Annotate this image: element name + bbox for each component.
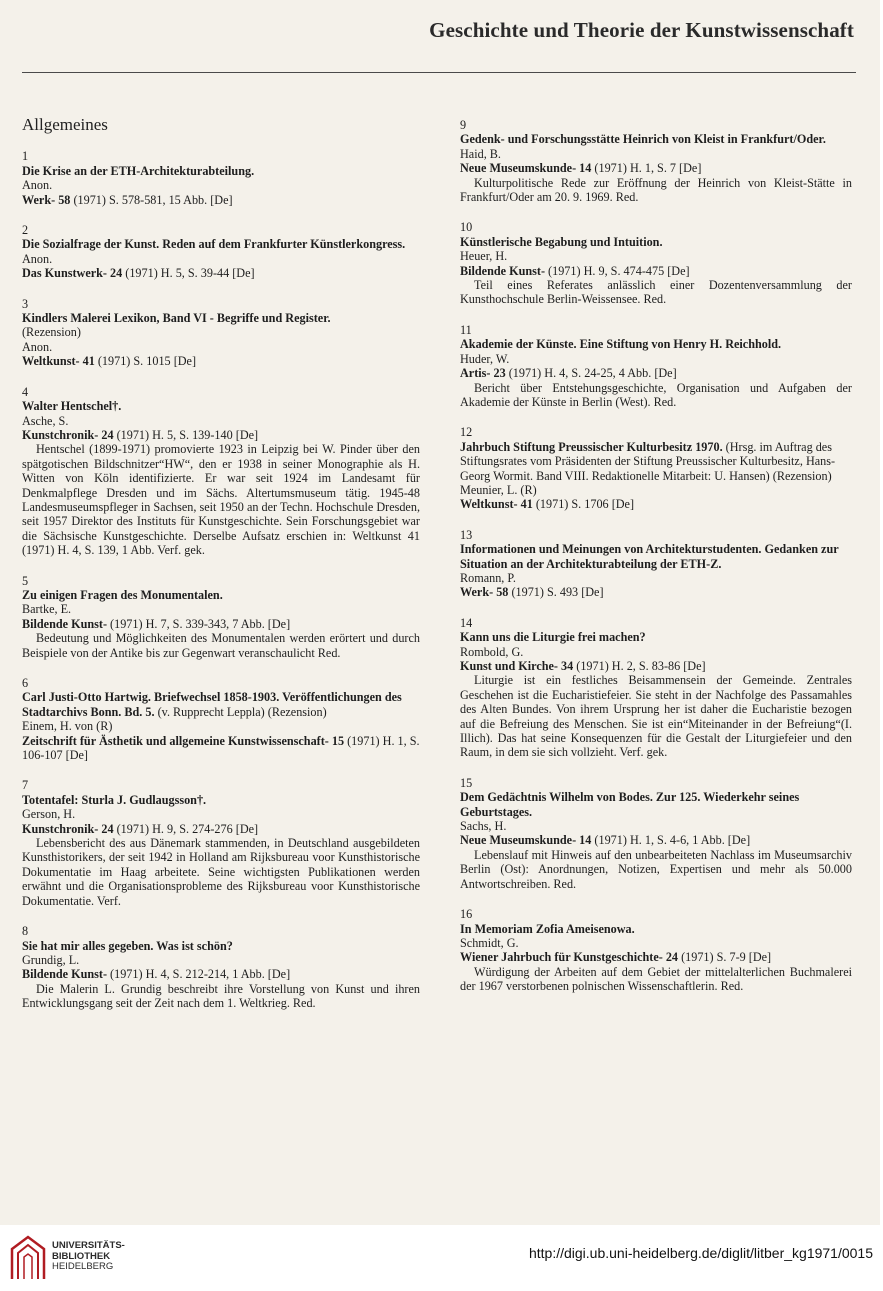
bibliography-entry bbox=[460, 776, 852, 891]
viewer-footer bbox=[0, 1225, 883, 1291]
entry-title bbox=[460, 922, 852, 936]
entry-author: Bartke, E. bbox=[22, 602, 72, 617]
entry-number: 11 bbox=[460, 322, 472, 337]
entry-journal: Wiener Jahrbuch für Kunstgeschichte- 24 bbox=[460, 950, 679, 965]
entry-title bbox=[22, 237, 420, 251]
bibliography-entry bbox=[22, 297, 420, 369]
bibliography-entry bbox=[22, 385, 420, 558]
entry-abstract: Bedeutung und Möglichkeiten des Monumentalen werden erörtert und durch Beispiele von der Antike bis zur Gegenwart veranschaulicht Red. bbox=[22, 631, 420, 660]
entry-title-text: Die Krise an der ETH-Architekturabteilung. bbox=[22, 163, 255, 178]
bibliography-entry bbox=[460, 323, 852, 409]
entry-number: 1 bbox=[22, 149, 29, 164]
entry-source bbox=[460, 659, 852, 673]
entry-details: (1971) H. 1, S. 106-107 [De] bbox=[22, 733, 420, 763]
entry-number: 10 bbox=[460, 220, 473, 235]
entry-source bbox=[460, 366, 852, 380]
entry-author: Huder, W. bbox=[460, 351, 510, 366]
entry-journal: Artis- 23 bbox=[460, 366, 506, 381]
bibliography-entry bbox=[460, 907, 852, 993]
entry-journal: Weltkunst- 41 bbox=[22, 354, 95, 369]
entry-title bbox=[460, 132, 852, 146]
entry-title-text: Zu einigen Fragen des Monumentalen. bbox=[22, 587, 223, 602]
entry-author: Asche, S. bbox=[22, 413, 69, 428]
entry-details: (1971) H. 4, S. 212-214, 1 Abb. [De] bbox=[107, 967, 291, 982]
entry-source bbox=[22, 967, 420, 981]
entry-details: (1971) H. 9, S. 274-276 [De] bbox=[113, 821, 259, 836]
entry-journal: Bildende Kunst- bbox=[22, 616, 107, 631]
entry-title-text: Kann uns die Liturgie frei machen? bbox=[460, 630, 646, 645]
entry-details: (1971) H. 5, S. 39-44 [De] bbox=[122, 266, 255, 281]
entry-details: (1971) S. 7-9 [De] bbox=[678, 950, 772, 965]
entry-details: (1971) H. 4, S. 24-25, 4 Abb. [De] bbox=[505, 366, 677, 381]
page-url-link[interactable]: http://digi.ub.uni-heidelberg.de/diglit/litber_kg1971/0015 bbox=[528, 1245, 873, 1261]
entry-journal: Neue Museumskunde- 14 bbox=[460, 833, 592, 848]
entry-title-text: Carl Justi-Otto Hartwig. Briefwechsel 1858-1903. Veröffentlichungen des Stadtarchivs Bonn. Bd. 5. bbox=[22, 690, 402, 719]
entry-details: (1971) H. 9, S. 474-475 [De] bbox=[545, 263, 690, 278]
header-rule bbox=[22, 72, 856, 73]
entry-source bbox=[22, 193, 420, 207]
entry-number: 2 bbox=[22, 223, 29, 238]
entry-details: (1971) S. 578-581, 15 Abb. [De] bbox=[70, 192, 233, 207]
page-header: Geschichte und Theorie der Kunstwissenschaft bbox=[429, 18, 854, 42]
entry-author: Grundig, L. bbox=[22, 952, 80, 967]
entry-author: Anon. bbox=[22, 339, 53, 354]
entry-journal: Kunst und Kirche- 34 bbox=[460, 659, 574, 673]
entry-source bbox=[460, 585, 852, 599]
entry-title-text: Die Sozialfrage der Kunst. Reden auf dem Frankfurter Künstlerkongress. bbox=[22, 237, 406, 252]
entry-title bbox=[460, 630, 852, 644]
entry-journal: Weltkunst- 41 bbox=[460, 497, 533, 512]
right-column bbox=[460, 118, 852, 1010]
library-name-line3: HEIDELBERG bbox=[52, 1261, 114, 1272]
entry-number: 15 bbox=[460, 775, 473, 790]
entry-source bbox=[22, 428, 420, 442]
entry-details: (1971) H. 5, S. 139-140 [De] bbox=[113, 427, 259, 442]
entry-journal: Kunstchronik- 24 bbox=[22, 821, 114, 836]
entry-title-text: In Memoriam Zofia Ameisenowa. bbox=[460, 921, 635, 936]
entry-abstract: Teil eines Referates anlässlich einer Dozentenversammlung der Kunsthochschule Berlin-Weissensee. Red. bbox=[460, 278, 852, 307]
entry-number: 12 bbox=[460, 425, 473, 440]
entry-source bbox=[460, 950, 852, 964]
bibliography-entry bbox=[22, 924, 420, 1010]
entry-title-text: Sie hat mir alles gegeben. Was ist schön? bbox=[22, 938, 233, 953]
entry-title-text: Akademie der Künste. Eine Stiftung von Henry H. Reichhold. bbox=[460, 337, 782, 352]
entry-number: 9 bbox=[460, 118, 467, 132]
entry-details: (1971) H. 1, S. 4-6, 1 Abb. [De] bbox=[591, 833, 751, 848]
entry-journal: Zeitschrift für Ästhetik und allgemeine Kunstwissenschaft- 15 bbox=[22, 733, 345, 748]
entry-list-right bbox=[460, 118, 852, 994]
entry-title-text: Kindlers Malerei Lexikon, Band VI - Begriffe und Register. bbox=[22, 311, 331, 326]
entry-title-text: Jahrbuch Stiftung Preussischer Kulturbesitz 1970. bbox=[460, 439, 723, 454]
bibliography-entry bbox=[22, 574, 420, 660]
entry-journal: Kunstchronik- 24 bbox=[22, 427, 114, 442]
entry-title bbox=[460, 542, 852, 571]
entry-abstract: Liturgie ist ein festliches Beisammensein der Gemeinde. Zentrales Geschehen ist die Eucharistiefeier. Sie steht in der Nachfolge des Passamahles des Alten Bundes. Von ihrem Ursprung her ist daher die Eucharistie bezogen auf die Befreiung des Menschen. Sie ist ein“Miteinander in der Befreiung“(I. Illich). Das hat seine Konsequenzen für die Gestalt der Liturgiefeier und den Raum, in dem sie sich vollzieht. Verf. gek. bbox=[460, 673, 852, 760]
entry-details: (1971) S. 1706 [De] bbox=[532, 497, 635, 512]
entry-title bbox=[460, 337, 852, 351]
entry-author: Sachs, H. bbox=[460, 819, 507, 834]
entry-title bbox=[460, 790, 852, 819]
entry-abstract: Kulturpolitische Rede zur Eröffnung der Heinrich von Kleist-Stätte in Frankfurt/Oder am 20. 9. 1969. Red. bbox=[460, 175, 852, 205]
entry-source bbox=[460, 497, 852, 511]
bibliography-entry bbox=[22, 149, 420, 207]
entry-title bbox=[22, 939, 420, 953]
entry-journal: Das Kunstwerk- 24 bbox=[22, 266, 123, 281]
entry-abstract: Lebensbericht des aus Dänemark stammenden, in Deutschland ausgebildeten Kunsthistorikers, der seit 1942 in Holland am Rijksbureau voor Kunsthistorische Dokumentatie im Haag arbeitete. Seine wichtigsten Publikationen werden erwähnt und die Organisationsprobleme des Rijksbureau voor Kunsthistorische Dokumentatie. Verf. bbox=[22, 836, 420, 908]
section-title: Allgemeines bbox=[22, 115, 108, 134]
entry-source bbox=[22, 617, 420, 631]
entry-title bbox=[22, 588, 420, 602]
bibliography-entry bbox=[22, 676, 420, 762]
entry-details: (1971) S. 1015 [De] bbox=[94, 354, 197, 369]
entry-title-note: (Hrsg. im Auftrag des Stiftungsrates vom Präsidenten der Stiftung Preussischer Kulturbesitz, Hans-Georg Wormit. Band VIII. Redaktionelle Mitarbeit: U. Hansen) (Rezension) bbox=[460, 439, 836, 483]
entry-number: 14 bbox=[460, 615, 473, 630]
entry-number: 13 bbox=[460, 527, 473, 542]
entry-number: 5 bbox=[22, 573, 29, 588]
entry-journal: Bildende Kunst- bbox=[460, 263, 545, 278]
entry-source bbox=[22, 734, 420, 763]
entry-title bbox=[22, 690, 420, 719]
entry-number: 8 bbox=[22, 924, 29, 939]
bibliography-entry bbox=[22, 778, 420, 908]
entry-number: 4 bbox=[22, 384, 29, 399]
entry-source bbox=[460, 161, 852, 175]
entry-journal: Werk- 58 bbox=[460, 585, 509, 600]
entry-author: Heuer, H. bbox=[460, 249, 508, 264]
entry-title bbox=[22, 793, 420, 807]
entry-abstract: Hentschel (1899-1971) promovierte 1923 in Leipzig bei W. Pinder über den spätgotischen Bildschnitzer“HW“, den er 1938 in seiner Monographie als H. Witten von Köln identifizierte. Er war seit 1924 im Landesamt für Denkmalpflege Dresden und im Sächs. Altertumsmuseum tätig. 1945-48 Landesmuseumspfleger in Sachsen, seit 1950 an der Techn. Hochschule Dresden, seit 1957 Direktor des Instituts für Kunstgeschichte. Sein Forschungsgebiet war die Sächsische Kunstgeschichte. Derselbe Aufsatz erschien in: Weltkunst 41 (1971) H. 4, S. 139, 1 Abb. Verf. gek. bbox=[22, 442, 420, 558]
entry-source bbox=[460, 264, 852, 278]
entry-title bbox=[22, 311, 420, 340]
library-logo-icon bbox=[8, 1235, 48, 1283]
entry-author: Anon. bbox=[22, 251, 53, 266]
entry-number: 3 bbox=[22, 296, 29, 311]
entry-number: 7 bbox=[22, 778, 29, 793]
entry-author: Einem, H. von (R) bbox=[22, 719, 113, 734]
left-column bbox=[22, 115, 420, 1027]
entry-details: (1971) H. 7, S. 339-343, 7 Abb. [De] bbox=[107, 616, 291, 631]
bibliography-entry bbox=[460, 220, 852, 306]
entry-journal: Neue Museumskunde- 14 bbox=[460, 161, 592, 176]
entry-number: 16 bbox=[460, 907, 473, 922]
bibliography-entry bbox=[460, 528, 852, 600]
entry-title bbox=[22, 164, 420, 178]
entry-list-left bbox=[22, 149, 420, 1010]
entry-source bbox=[460, 833, 852, 847]
entry-author: Gerson, H. bbox=[22, 807, 76, 822]
entry-title bbox=[22, 399, 420, 413]
entry-details: (1971) H. 1, S. 7 [De] bbox=[591, 161, 702, 176]
entry-abstract: Die Malerin L. Grundig beschreibt ihre Vorstellung von Kunst und ihren Entwicklungsgang seit der Zeit nach dem 1. Weltkrieg. Red. bbox=[22, 981, 420, 1011]
entry-title-text: Dem Gedächtnis Wilhelm von Bodes. Zur 125. Wiederkehr seines Geburtstages. bbox=[460, 790, 800, 819]
entry-author: Romann, P. bbox=[460, 570, 516, 585]
entry-author: Rombold, G. bbox=[460, 644, 524, 659]
entry-title bbox=[460, 235, 852, 249]
entry-title-text: Künstlerische Begabung und Intuition. bbox=[460, 234, 663, 249]
entry-source bbox=[22, 266, 420, 280]
bibliography-entry bbox=[460, 118, 852, 204]
entry-abstract: Bericht über Entstehungsgeschichte, Organisation und Aufgaben der Akademie der Künste in Berlin (West). Red. bbox=[460, 380, 852, 409]
entry-title-note: (v. Rupprecht Leppla) (Rezension) bbox=[154, 704, 327, 719]
entry-abstract: Würdigung der Arbeiten auf dem Gebiet der mittelalterlichen Buchmalerei der 1967 verstorbenen polnischen Wissenschaftlerin. Red. bbox=[460, 964, 852, 994]
entry-details: (1971) H. 2, S. 83-86 [De] bbox=[573, 659, 706, 673]
library-name bbox=[52, 1241, 125, 1273]
entry-journal: Werk- 58 bbox=[22, 192, 71, 207]
bibliography-entry bbox=[22, 223, 420, 281]
library-name-line2: BIBLIOTHEK bbox=[52, 1250, 111, 1262]
entry-author: Meunier, L. (R) bbox=[460, 482, 537, 497]
entry-title bbox=[460, 440, 852, 483]
entry-abstract: Lebenslauf mit Hinweis auf den unbearbeiteten Nachlass im Museumsarchiv Berlin (Ost): Anordnungen, Notizen, Expertisen und mehr als 50.000 Antwortschreiben. Red. bbox=[460, 847, 852, 891]
bibliography-entry bbox=[460, 616, 852, 760]
entry-author: Anon. bbox=[22, 178, 53, 193]
entry-title-text: Gedenk- und Forschungsstätte Heinrich von Kleist in Frankfurt/Oder. bbox=[460, 132, 826, 147]
entry-author: Haid, B. bbox=[460, 146, 501, 161]
entry-title-text: Informationen und Meinungen von Architekturstudenten. Gedanken zur Situation an der Architekturabteilung der ETH-Z. bbox=[460, 542, 839, 571]
library-name-line1: UNIVERSITÄTS- bbox=[52, 1240, 125, 1251]
entry-number: 6 bbox=[22, 676, 29, 690]
entry-author: Schmidt, G. bbox=[460, 935, 519, 950]
entry-title-text: Walter Hentschel†. bbox=[22, 399, 122, 414]
entry-journal: Bildende Kunst- bbox=[22, 967, 107, 982]
bibliography-entry bbox=[460, 425, 852, 511]
entry-source bbox=[22, 354, 420, 368]
entry-source bbox=[22, 822, 420, 836]
entry-details: (1971) S. 493 [De] bbox=[508, 585, 604, 600]
entry-title-note: (Rezension) bbox=[22, 325, 81, 340]
entry-title-text: Totentafel: Sturla J. Gudlaugsson†. bbox=[22, 792, 207, 807]
